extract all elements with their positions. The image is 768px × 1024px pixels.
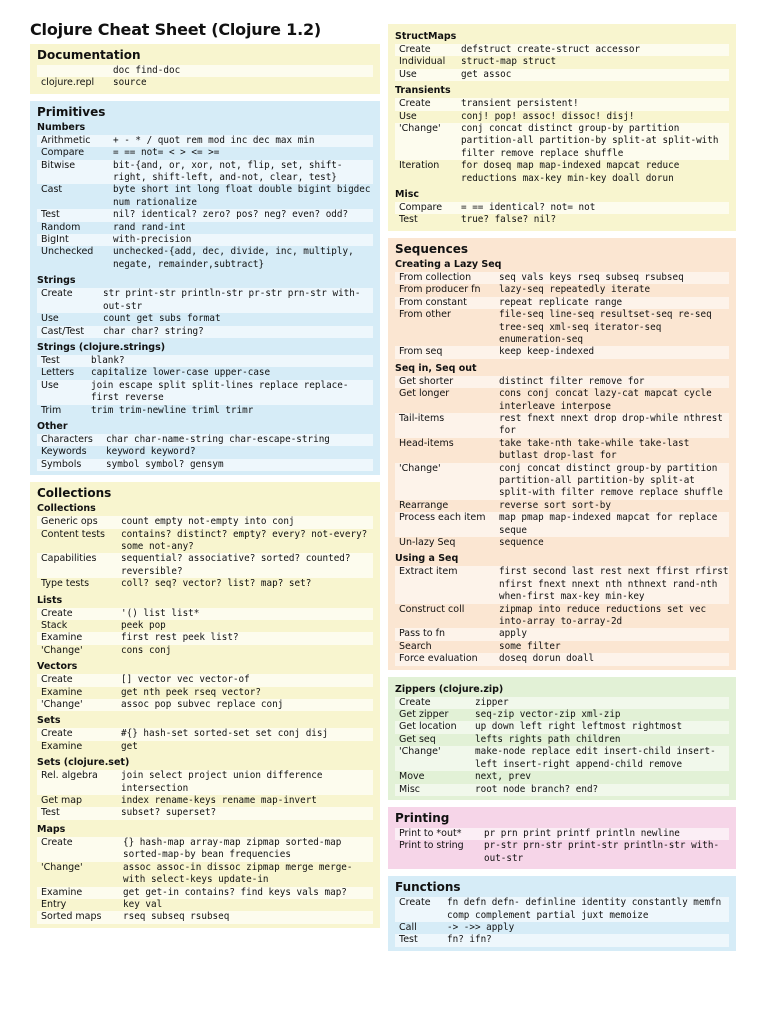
table-row bbox=[37, 246, 373, 271]
table-row bbox=[395, 297, 729, 309]
row-label: Individual bbox=[399, 56, 446, 68]
group-title: Collections bbox=[37, 503, 96, 515]
table-row bbox=[395, 840, 729, 865]
table-row bbox=[395, 784, 729, 796]
row-label: Tail-items bbox=[399, 412, 445, 424]
row-functions: pr prn print printf println newline bbox=[484, 827, 680, 839]
table-row bbox=[37, 699, 373, 711]
table-row bbox=[395, 734, 729, 746]
row-label: Get map bbox=[41, 795, 83, 807]
row-functions: defstruct create-struct accessor bbox=[461, 44, 641, 55]
group-title: Using a Seq bbox=[395, 553, 459, 565]
table-row bbox=[37, 326, 373, 338]
table-row bbox=[395, 56, 729, 68]
row-label: Rearrange bbox=[399, 499, 449, 511]
table-row bbox=[37, 632, 373, 644]
row-functions: transient persistent! bbox=[461, 98, 579, 110]
table-row bbox=[37, 135, 373, 147]
row-functions: make-node replace edit insert-child insert-left insert-right append-child remove bbox=[475, 746, 716, 770]
table-row bbox=[395, 214, 729, 226]
row-functions: + - * / quot rem mod inc dec max min bbox=[113, 134, 315, 146]
row-label: Create bbox=[41, 728, 73, 740]
row-functions: byte short int long float double bigint bigdec num rationalize bbox=[113, 184, 371, 208]
row-functions: root node branch? end? bbox=[475, 783, 599, 795]
row-label: Cast/Test bbox=[41, 325, 85, 337]
group-rows bbox=[395, 566, 729, 665]
group-title: Maps bbox=[37, 823, 66, 835]
row-label: Entry bbox=[41, 898, 67, 910]
group-rows bbox=[37, 516, 373, 590]
row-functions: conj concat distinct group-by partition partition-all partition-by split-at split-with filter remove replace shuffle bbox=[499, 462, 723, 499]
table-row bbox=[395, 934, 729, 946]
group-title: Creating a Lazy Seq bbox=[395, 258, 502, 270]
row-functions: char char-name-string char-escape-string bbox=[106, 433, 330, 445]
row-functions: reverse sort sort-by bbox=[499, 499, 611, 511]
row-label: Get zipper bbox=[399, 709, 449, 721]
row-label: 'Change' bbox=[399, 123, 441, 135]
row-functions: lazy-seq repeatedly iterate bbox=[499, 284, 651, 296]
row-functions: struct-map struct bbox=[461, 56, 557, 68]
table-row bbox=[37, 807, 373, 819]
table-row bbox=[37, 380, 373, 405]
row-label: Symbols bbox=[41, 458, 82, 470]
table-row bbox=[37, 516, 373, 528]
row-label: Force evaluation bbox=[399, 653, 478, 665]
row-functions: take take-nth take-while take-last butlast drop-last for bbox=[499, 437, 690, 462]
table-row bbox=[395, 272, 729, 284]
table-row bbox=[37, 367, 373, 379]
table-row bbox=[37, 862, 373, 887]
table-row bbox=[395, 388, 729, 413]
table-row bbox=[395, 653, 729, 665]
table-row bbox=[37, 578, 373, 590]
row-label: Use bbox=[41, 313, 59, 325]
table-row bbox=[395, 604, 729, 629]
group-title: Vectors bbox=[37, 661, 78, 673]
row-label: Get shorter bbox=[399, 375, 454, 387]
row-label: From other bbox=[399, 309, 451, 321]
row-label: Content tests bbox=[41, 528, 105, 540]
row-functions: contains? distinct? empty? every? not-every? some not-any? bbox=[121, 528, 368, 552]
row-functions: count get subs format bbox=[103, 313, 221, 325]
row-functions: = == not= < > <= >= bbox=[113, 147, 220, 159]
table-row bbox=[395, 309, 729, 346]
row-label: Print to string bbox=[399, 840, 464, 852]
table-row bbox=[37, 899, 373, 911]
table-row bbox=[395, 463, 729, 500]
table-row bbox=[395, 628, 729, 640]
row-label: Un-lazy Seq bbox=[399, 537, 456, 548]
table-row bbox=[395, 746, 729, 771]
row-functions: get bbox=[121, 740, 138, 752]
table-row bbox=[37, 234, 373, 246]
row-functions: join escape split split-lines replace replace-first reverse bbox=[91, 379, 349, 404]
group-title: Numbers bbox=[37, 121, 86, 133]
table-row bbox=[37, 674, 373, 686]
group-title: Zippers (clojure.zip) bbox=[395, 683, 504, 695]
row-functions: str print-str println-str pr-str prn-str with-out-str bbox=[103, 288, 361, 312]
row-label: Examine bbox=[41, 686, 83, 698]
row-label: Iteration bbox=[399, 160, 440, 172]
section-printing bbox=[388, 807, 736, 869]
row-label: Create bbox=[41, 836, 73, 848]
row-functions: some filter bbox=[499, 640, 561, 652]
table-row bbox=[37, 313, 373, 325]
row-label: Test bbox=[399, 214, 418, 226]
section-title: Collections bbox=[37, 486, 112, 501]
row-functions: map pmap map-indexed mapcat for replace seque bbox=[499, 512, 718, 536]
table-row bbox=[395, 413, 729, 438]
table-row bbox=[395, 641, 729, 653]
row-label: Use bbox=[399, 68, 417, 80]
row-label: 'Change' bbox=[41, 861, 83, 873]
row-functions: seq-zip vector-zip xml-zip bbox=[475, 709, 621, 721]
table-row bbox=[395, 771, 729, 783]
row-functions: unchecked-{add, dec, divide, inc, multiply, negate, remainder,subtract} bbox=[113, 246, 354, 270]
row-label: clojure.repl bbox=[41, 77, 95, 89]
row-functions: zipmap into reduce reductions set vec into-array to-array-2d bbox=[499, 603, 707, 628]
group-rows bbox=[37, 65, 373, 90]
table-row bbox=[37, 184, 373, 209]
table-row bbox=[37, 911, 373, 923]
row-functions: count empty not-empty into conj bbox=[121, 516, 295, 528]
table-row bbox=[37, 837, 373, 862]
table-row bbox=[395, 346, 729, 358]
row-label: Test bbox=[41, 209, 60, 221]
table-row bbox=[395, 111, 729, 123]
row-functions: next, prev bbox=[475, 771, 531, 783]
table-row bbox=[395, 438, 729, 463]
row-functions: fn? ifn? bbox=[447, 934, 492, 946]
row-functions: assoc pop subvec replace conj bbox=[121, 699, 284, 711]
group-rows bbox=[37, 770, 373, 820]
section-sequences bbox=[388, 238, 736, 670]
table-row bbox=[395, 566, 729, 603]
row-label: Sorted maps bbox=[41, 911, 102, 923]
row-label: Create bbox=[41, 674, 73, 686]
row-functions: index rename-keys rename map-invert bbox=[121, 795, 317, 807]
table-row bbox=[37, 160, 373, 185]
row-label: Arithmetic bbox=[41, 134, 91, 146]
table-row bbox=[395, 512, 729, 537]
row-functions: rest fnext nnext drop drop-while nthrest for bbox=[499, 412, 723, 437]
row-functions: doseq dorun doall bbox=[499, 653, 595, 665]
table-row bbox=[395, 500, 729, 512]
row-functions: first second last rest next ffirst rfirst nfirst fnext nnext nth nthnext rand-nth when-first max-key min-key bbox=[499, 566, 729, 603]
row-functions: keep keep-indexed bbox=[499, 346, 595, 358]
row-label: Generic ops bbox=[41, 516, 98, 528]
table-row bbox=[395, 284, 729, 296]
row-label: Head-items bbox=[399, 437, 454, 449]
row-functions: distinct filter remove for bbox=[499, 375, 645, 387]
group-title: Misc bbox=[395, 189, 419, 201]
table-row bbox=[37, 459, 373, 471]
row-functions: keyword keyword? bbox=[106, 446, 196, 458]
row-label: From producer fn bbox=[399, 284, 481, 296]
row-label: Create bbox=[399, 98, 431, 110]
section-title: Primitives bbox=[37, 104, 106, 119]
row-functions: with-precision bbox=[113, 234, 192, 246]
row-functions: subset? superset? bbox=[121, 807, 217, 819]
table-row bbox=[37, 529, 373, 554]
row-label: Keywords bbox=[41, 446, 87, 458]
row-label: Create bbox=[399, 44, 431, 55]
row-label: Move bbox=[399, 771, 425, 783]
group-rows bbox=[37, 288, 373, 338]
table-row bbox=[37, 741, 373, 753]
row-label: Letters bbox=[41, 367, 75, 379]
row-label: 'Change' bbox=[399, 746, 441, 758]
table-row bbox=[37, 728, 373, 740]
row-label: Get seq bbox=[399, 733, 436, 745]
table-row bbox=[395, 709, 729, 721]
row-functions: char char? string? bbox=[103, 325, 204, 337]
row-functions: apply bbox=[499, 628, 527, 640]
row-functions: pr-str prn-str print-str println-str with-out-str bbox=[484, 840, 720, 864]
row-label: 'Change' bbox=[41, 699, 83, 711]
row-label: From constant bbox=[399, 296, 467, 308]
row-label: Type tests bbox=[41, 578, 90, 590]
section-title: Sequences bbox=[395, 241, 468, 256]
row-label: Examine bbox=[41, 886, 83, 898]
section-title: Documentation bbox=[37, 48, 141, 62]
row-label: From collection bbox=[399, 271, 472, 283]
row-functions: rseq subseq rsubseq bbox=[123, 911, 230, 923]
row-label: From seq bbox=[399, 346, 443, 358]
group-rows bbox=[395, 897, 729, 947]
row-functions: cons conj bbox=[121, 644, 172, 656]
row-functions: -> ->> apply bbox=[447, 921, 515, 933]
row-label: Stack bbox=[41, 620, 68, 631]
row-label: Bitwise bbox=[41, 159, 76, 171]
group-rows bbox=[37, 135, 373, 271]
row-functions: true? false? nil? bbox=[461, 214, 557, 226]
row-functions: up down left right leftmost rightmost bbox=[475, 721, 683, 733]
row-label: Use bbox=[41, 379, 59, 391]
table-row bbox=[37, 405, 373, 417]
table-row bbox=[395, 537, 729, 549]
row-functions: coll? seq? vector? list? map? set? bbox=[121, 578, 312, 590]
table-row bbox=[37, 770, 373, 795]
row-functions: lefts rights path children bbox=[475, 733, 621, 745]
row-label: Misc bbox=[399, 783, 421, 795]
row-label: Process each item bbox=[399, 512, 486, 524]
section-documentation bbox=[30, 44, 380, 94]
section-title: Functions bbox=[395, 880, 461, 895]
row-functions: cons conj concat lazy-cat mapcat cycle interleave interpose bbox=[499, 388, 712, 412]
table-row bbox=[395, 721, 729, 733]
row-label: Cast bbox=[41, 184, 63, 196]
row-functions: doc find-doc bbox=[113, 65, 181, 76]
group-rows bbox=[395, 202, 729, 227]
row-functions: join select project union difference intersection bbox=[121, 770, 323, 794]
table-row bbox=[395, 897, 729, 922]
row-functions: conj! pop! assoc! dissoc! disj! bbox=[461, 110, 635, 122]
row-label: Search bbox=[399, 640, 432, 652]
row-label: Rel. algebra bbox=[41, 770, 98, 782]
group-rows bbox=[395, 697, 729, 796]
table-row bbox=[37, 65, 373, 77]
table-row bbox=[37, 620, 373, 632]
row-functions: {} hash-map array-map zipmap sorted-map sorted-map-by bean frequencies bbox=[123, 836, 342, 861]
group-rows bbox=[37, 355, 373, 417]
table-row bbox=[37, 446, 373, 458]
row-label: BigInt bbox=[41, 234, 69, 246]
row-label: Print to *out* bbox=[399, 827, 462, 839]
section-box-1-2 bbox=[388, 677, 736, 800]
page-title: Clojure Cheat Sheet (Clojure 1.2) bbox=[30, 20, 322, 39]
row-label: Get longer bbox=[399, 388, 450, 400]
table-row bbox=[37, 222, 373, 234]
group-title: StructMaps bbox=[395, 31, 457, 42]
table-row bbox=[395, 202, 729, 214]
group-rows bbox=[37, 837, 373, 924]
row-label: Examine bbox=[41, 632, 83, 644]
section-collections bbox=[30, 482, 380, 928]
row-functions: get assoc bbox=[461, 68, 512, 80]
group-rows bbox=[37, 608, 373, 658]
table-row bbox=[37, 608, 373, 620]
row-functions: assoc assoc-in dissoc zipmap merge merge-with select-keys update-in bbox=[123, 861, 353, 886]
table-row bbox=[37, 147, 373, 159]
table-row bbox=[37, 209, 373, 221]
section-primitives bbox=[30, 101, 380, 475]
row-label: Random bbox=[41, 221, 81, 233]
group-title: Sets bbox=[37, 715, 61, 727]
table-row bbox=[37, 795, 373, 807]
row-functions: sequential? associative? sorted? counted? reversible? bbox=[121, 553, 351, 577]
table-row bbox=[395, 697, 729, 709]
section-functions bbox=[388, 876, 736, 951]
row-label: Examine bbox=[41, 740, 83, 752]
group-rows bbox=[395, 98, 729, 185]
row-functions: capitalize lower-case upper-case bbox=[91, 367, 271, 379]
row-functions: peek pop bbox=[121, 620, 166, 631]
row-functions: #{} hash-set sorted-set set conj disj bbox=[121, 728, 329, 740]
section-title: Printing bbox=[395, 810, 450, 825]
group-rows bbox=[395, 44, 729, 81]
group-title: Strings bbox=[37, 275, 76, 287]
table-row bbox=[37, 553, 373, 578]
table-row bbox=[395, 922, 729, 934]
row-label: Create bbox=[41, 607, 73, 619]
row-functions: nil? identical? zero? pos? neg? even? odd? bbox=[113, 209, 349, 221]
table-row bbox=[37, 645, 373, 657]
table-row bbox=[395, 123, 729, 160]
group-rows bbox=[395, 376, 729, 550]
row-functions: zipper bbox=[475, 696, 509, 708]
row-functions: [] vector vec vector-of bbox=[121, 674, 250, 686]
row-functions: key val bbox=[123, 898, 163, 910]
row-functions: get get-in contains? find keys vals map? bbox=[123, 886, 347, 898]
row-label: Pass to fn bbox=[399, 628, 445, 640]
row-functions: first rest peek list? bbox=[121, 632, 239, 644]
row-label: Compare bbox=[41, 147, 85, 159]
row-label: 'Change' bbox=[399, 462, 441, 474]
row-functions: rand rand-int bbox=[113, 221, 186, 233]
row-label: Create bbox=[399, 897, 431, 909]
group-title: Seq in, Seq out bbox=[395, 362, 477, 374]
table-row bbox=[395, 376, 729, 388]
row-label: Test bbox=[41, 354, 60, 366]
group-title: Sets (clojure.set) bbox=[37, 757, 130, 769]
group-title: Other bbox=[37, 420, 68, 432]
table-row bbox=[395, 44, 729, 56]
row-label: Create bbox=[41, 288, 73, 300]
row-functions: get nth peek rseq vector? bbox=[121, 686, 261, 698]
table-row bbox=[395, 828, 729, 840]
table-row bbox=[37, 434, 373, 446]
row-label: Call bbox=[399, 921, 417, 933]
table-row bbox=[37, 687, 373, 699]
row-functions: file-seq line-seq resultset-seq re-seq tree-seq xml-seq iterator-seq enumeration-seq bbox=[499, 309, 712, 345]
left-column bbox=[30, 44, 380, 935]
row-label: Create bbox=[399, 696, 431, 708]
row-label: 'Change' bbox=[41, 644, 83, 656]
row-functions: '() list list* bbox=[121, 607, 200, 619]
row-functions: blank? bbox=[91, 354, 125, 366]
row-label: Get location bbox=[399, 721, 457, 733]
row-functions: for doseq map map-indexed mapcat reduce reductions max-key min-key doall dorun bbox=[461, 160, 680, 184]
group-title: Lists bbox=[37, 594, 63, 606]
table-row bbox=[37, 355, 373, 367]
row-label: Capabilities bbox=[41, 553, 97, 565]
row-functions: conj concat distinct group-by partition partition-all partition-by split-at split-with filter remove replace shuffle bbox=[461, 123, 719, 159]
row-functions: seq vals keys rseq subseq rsubseq bbox=[499, 271, 684, 283]
row-label: Use bbox=[399, 110, 417, 122]
section-box-1-0 bbox=[388, 24, 736, 231]
row-label: Test bbox=[399, 934, 418, 946]
group-rows bbox=[395, 828, 729, 865]
row-label: Construct coll bbox=[399, 603, 465, 615]
table-row bbox=[37, 887, 373, 899]
group-rows bbox=[37, 728, 373, 753]
row-functions: bit-{and, or, xor, not, flip, set, shift-right, shift-left, and-not, clear, test} bbox=[113, 159, 343, 184]
row-functions: fn defn defn- definline identity constantly memfn comp complement partial juxt memoize bbox=[447, 897, 722, 921]
right-column bbox=[388, 24, 736, 958]
group-title: Transients bbox=[395, 85, 451, 97]
row-functions: = == identical? not= not bbox=[461, 202, 596, 214]
row-label: Extract item bbox=[399, 566, 458, 578]
table-row bbox=[395, 160, 729, 185]
row-label: Trim bbox=[41, 404, 62, 416]
group-rows bbox=[395, 272, 729, 359]
table-row bbox=[395, 69, 729, 81]
table-row bbox=[395, 98, 729, 110]
row-label: Compare bbox=[399, 202, 443, 214]
group-rows bbox=[37, 434, 373, 471]
table-row bbox=[37, 288, 373, 313]
row-functions: source bbox=[113, 77, 147, 89]
row-label bbox=[41, 65, 113, 77]
row-label: Unchecked bbox=[41, 246, 94, 258]
row-functions: sequence bbox=[499, 537, 544, 548]
row-label: Test bbox=[41, 807, 60, 819]
row-label: Characters bbox=[41, 433, 93, 445]
row-functions: trim trim-newline triml trimr bbox=[91, 404, 254, 416]
group-title: Strings (clojure.strings) bbox=[37, 341, 166, 353]
row-functions: repeat replicate range bbox=[499, 296, 623, 308]
group-rows bbox=[37, 674, 373, 711]
row-functions: symbol symbol? gensym bbox=[106, 458, 224, 470]
table-row bbox=[37, 77, 373, 89]
